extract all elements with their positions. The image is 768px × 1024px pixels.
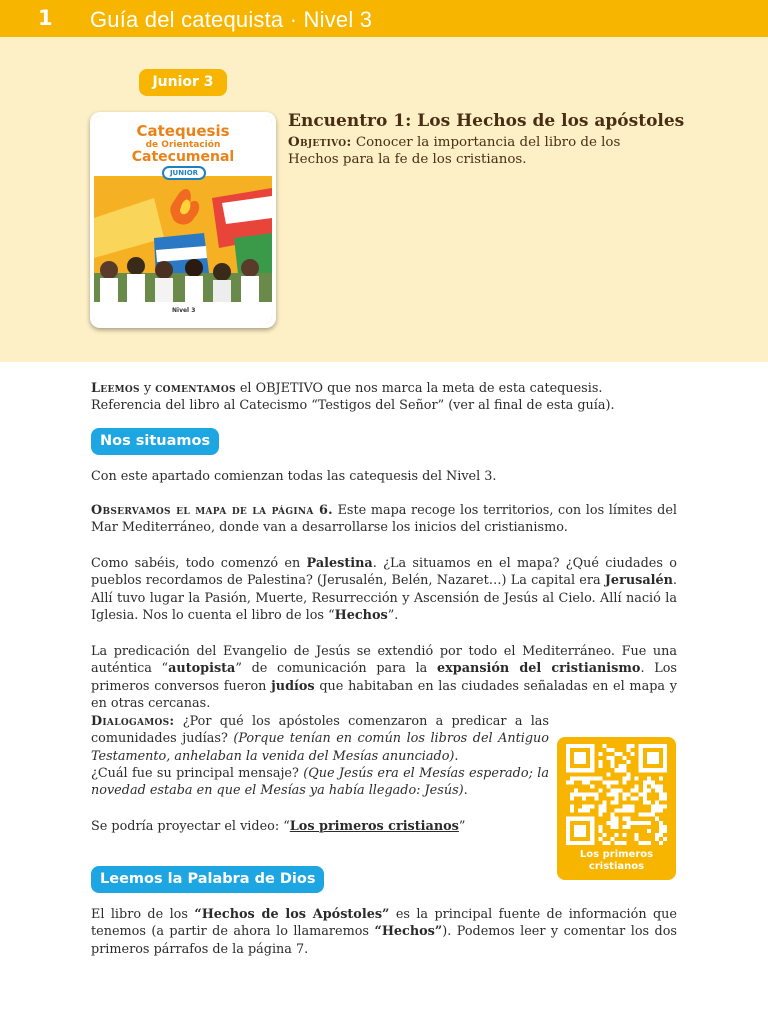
palestina-bold: Palestina	[306, 556, 373, 571]
judios-bold: judíos	[271, 678, 315, 694]
header-bar	[0, 0, 768, 37]
book-cover	[90, 112, 276, 328]
header-title: Guía del catequista · Nivel 3	[90, 7, 373, 32]
cover-title-2: de Orientación	[145, 140, 221, 150]
objective-label: Objetivo:	[288, 134, 352, 150]
intro-paragraph	[91, 380, 677, 415]
hechos-short-bold: “Hechos”	[374, 924, 443, 940]
hechos-apostoles-bold: “Hechos de los Apóstoles”	[194, 907, 390, 922]
intro-comentamos: comentamos	[155, 381, 236, 396]
hechos-bold: Hechos	[334, 607, 388, 623]
cover-title-1: Catequesis	[136, 122, 230, 140]
intro-reference: Referencia del libro al Catecismo “Testigos del Señor” (ver al final de esta guía).	[91, 398, 615, 414]
jerusalen-bold: Jerusalén	[604, 573, 673, 589]
section-nos-situamos: Nos situamos	[91, 428, 219, 455]
paragraph-video: Se podría proyectar el video: “Los primeros cristianos”	[91, 819, 466, 834]
cover-junior-label: JUNIOR	[162, 166, 206, 180]
cover-level: Nivel 3	[172, 307, 196, 314]
map-text: Este mapa recoge los territorios, con los límites del Mar Mediterráneo, donde van a desarrollarse los inicios del cristianismo.	[91, 503, 677, 536]
qr-code-icon	[566, 744, 667, 845]
wavy-divider	[0, 352, 768, 368]
paragraph-palestina: Como sabéis, todo comenzó en Palestina. ¿La situamos en el mapa? ¿Qué ciudades o pueblos recordamos de Palestina? (Jerusalén, Belén, Nazaret…) La capital era Jerusalén. Allí tuvo lugar la Pasión, Muerte, Resurrección y Ascensión de Jesús al Cielo. Allí nació la Iglesia. Nos lo cuenta el libro de los “Hechos”.	[91, 556, 677, 623]
encounter-objective	[288, 134, 668, 168]
cover-title-3: Catecumenal	[131, 149, 235, 165]
qr-card[interactable]	[557, 737, 676, 880]
video-link[interactable]: Los primeros cristianos	[289, 819, 459, 834]
level-badge: Junior 3	[139, 69, 227, 96]
dialogamos-label: Dialogamos:	[91, 714, 175, 729]
autopista-bold: autopista	[168, 661, 236, 677]
map-label: Observamos el mapa de la página 6.	[91, 503, 333, 518]
qr-caption: Los primeros cristianos	[579, 849, 654, 872]
objective-text: Conocer la importancia del libro de los Hechos para la fe de los cristianos.	[288, 135, 621, 167]
page-number: 1	[38, 6, 53, 30]
encounter-title: Encuentro 1: Los Hechos de los apóstoles	[288, 111, 685, 131]
section-leemos-palabra: Leemos la Palabra de Dios	[91, 866, 324, 893]
intro-leemos: Leemos	[91, 381, 140, 396]
paragraph-predicacion: La predicación del Evangelio de Jesús se extendió por todo el Mediterráneo. Fue una auténtica “autopista” de comunicación para la expansión del cristianismo. Los primeros conversos fueron judíos que habitaban en las ciudades señaladas en el mapa y en otras cercanas.	[91, 644, 677, 711]
paragraph-map	[91, 502, 677, 537]
intro-rest: el OBJETIVO que nos marca la meta de esta catequesis.	[239, 381, 603, 396]
paragraph-dialogamos: Dialogamos: ¿Por qué los apóstoles comenzaron a predicar a las comunidades judías? (Porque tenían en común los libros del Antiguo Testamento, anhelaban la venida del Mesías anunciado). ¿Cuál fue su principal mensaje? (Que Jesús era el Mesías esperado; la novedad estaba en que el Mesías ya había llegado: Jesús).	[91, 714, 549, 799]
expansion-bold: expansión del cristianismo	[437, 661, 641, 677]
paragraph-1: Con este apartado comienzan todas las catequesis del Nivel 3.	[91, 469, 497, 484]
cover-illustration	[94, 178, 272, 308]
intro-y: y	[143, 381, 152, 396]
paragraph-hechos: El libro de los “Hechos de los Apóstoles” es la principal fuente de información que tenemos (a partir de ahora lo llamaremos “Hechos”). Podemos leer y comentar los dos primeros párrafos de la página 7.	[91, 907, 677, 957]
